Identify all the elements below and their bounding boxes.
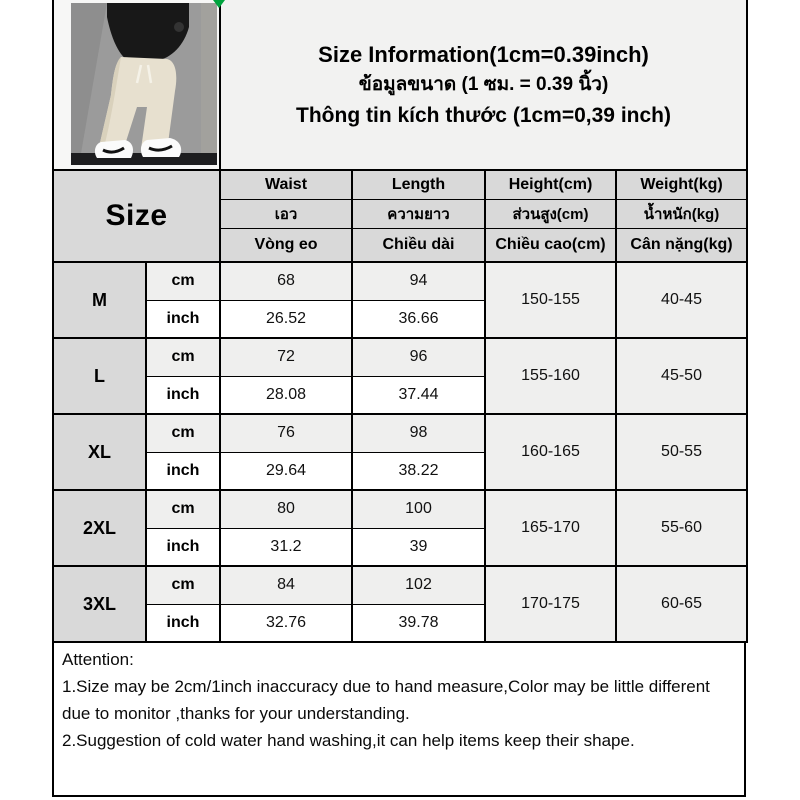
waist-cm: 84 xyxy=(220,566,352,604)
size-label-xl: XL xyxy=(53,414,146,490)
unit-cm: cm xyxy=(146,490,220,528)
model-photo-cell xyxy=(53,0,220,170)
col-header-height-th: ส่วนสูง(cm) xyxy=(485,199,616,228)
length-cm: 94 xyxy=(352,262,485,300)
top-row xyxy=(53,0,747,170)
header-row-english xyxy=(53,170,747,199)
col-header-height-vi: Chiều cao(cm) xyxy=(485,228,616,262)
size-label-m: M xyxy=(53,262,146,338)
col-header-length-en: Length xyxy=(352,170,485,199)
attention-heading: Attention: xyxy=(62,650,134,669)
title-thai: ข้อมูลขนาด (1 ซม. = 0.39 นิ้ว) xyxy=(358,73,609,95)
waist-inch: 31.2 xyxy=(220,528,352,566)
col-header-waist-vi: Vòng eo xyxy=(220,228,352,262)
unit-cm: cm xyxy=(146,566,220,604)
col-header-weight-en: Weight(kg) xyxy=(616,170,747,199)
size-label-2xl: 2XL xyxy=(53,490,146,566)
size-header: Size xyxy=(53,170,220,262)
unit-cm: cm xyxy=(146,262,220,300)
height-range: 150-155 xyxy=(485,262,616,338)
model-photo xyxy=(71,3,217,165)
length-cm: 100 xyxy=(352,490,485,528)
unit-inch: inch xyxy=(146,376,220,414)
col-header-height-en: Height(cm) xyxy=(485,170,616,199)
row-l-cm xyxy=(53,338,747,376)
height-range: 155-160 xyxy=(485,338,616,414)
col-header-waist-en: Waist xyxy=(220,170,352,199)
title-vietnamese: Thông tin kích thước (1cm=0,39 inch) xyxy=(296,103,671,127)
waist-inch: 26.52 xyxy=(220,300,352,338)
weight-range: 40-45 xyxy=(616,262,747,338)
length-cm: 96 xyxy=(352,338,485,376)
size-label-3xl: 3XL xyxy=(53,566,146,642)
left-shoe xyxy=(95,140,133,158)
unit-inch: inch xyxy=(146,528,220,566)
row-2xl-cm xyxy=(53,490,747,528)
waist-cm: 76 xyxy=(220,414,352,452)
attention-box xyxy=(52,643,746,797)
col-header-length-vi: Chiều dài xyxy=(352,228,485,262)
waist-cm: 68 xyxy=(220,262,352,300)
attention-note-2: 2.Suggestion of cold water hand washing,it can help items keep their shape. xyxy=(62,731,635,750)
title-english: Size Information(1cm=0.39inch) xyxy=(318,41,649,67)
height-range: 170-175 xyxy=(485,566,616,642)
right-shoe xyxy=(141,138,181,157)
length-inch: 37.44 xyxy=(352,376,485,414)
attention-note-1: 1.Size may be 2cm/1inch inaccuracy due to hand measure,Color may be little different due to monitor ,thanks for your understanding. xyxy=(62,677,710,723)
weight-range: 45-50 xyxy=(616,338,747,414)
col-header-waist-th: เอว xyxy=(220,199,352,228)
unit-inch: inch xyxy=(146,604,220,642)
size-label-l: L xyxy=(53,338,146,414)
length-cm: 102 xyxy=(352,566,485,604)
height-range: 160-165 xyxy=(485,414,616,490)
length-inch: 39.78 xyxy=(352,604,485,642)
row-m-cm xyxy=(53,262,747,300)
waist-inch: 28.08 xyxy=(220,376,352,414)
col-header-weight-th: น้ำหนัก(kg) xyxy=(616,199,747,228)
waist-cm: 80 xyxy=(220,490,352,528)
weight-range: 50-55 xyxy=(616,414,747,490)
waist-cm: 72 xyxy=(220,338,352,376)
unit-cm: cm xyxy=(146,338,220,376)
col-header-length-th: ความยาว xyxy=(352,199,485,228)
row-3xl-cm xyxy=(53,566,747,604)
length-cm: 98 xyxy=(352,414,485,452)
unit-inch: inch xyxy=(146,300,220,338)
title-cell xyxy=(220,0,747,170)
weight-range: 60-65 xyxy=(616,566,747,642)
length-inch: 36.66 xyxy=(352,300,485,338)
weight-range: 55-60 xyxy=(616,490,747,566)
waist-inch: 32.76 xyxy=(220,604,352,642)
size-chart-sheet xyxy=(52,0,746,797)
length-inch: 38.22 xyxy=(352,452,485,490)
unit-cm: cm xyxy=(146,414,220,452)
size-table xyxy=(52,0,748,643)
waist-inch: 29.64 xyxy=(220,452,352,490)
green-corner-marker-icon xyxy=(213,0,225,8)
row-xl-cm xyxy=(53,414,747,452)
col-header-weight-vi: Cân nặng(kg) xyxy=(616,228,747,262)
length-inch: 39 xyxy=(352,528,485,566)
height-range: 165-170 xyxy=(485,490,616,566)
unit-inch: inch xyxy=(146,452,220,490)
